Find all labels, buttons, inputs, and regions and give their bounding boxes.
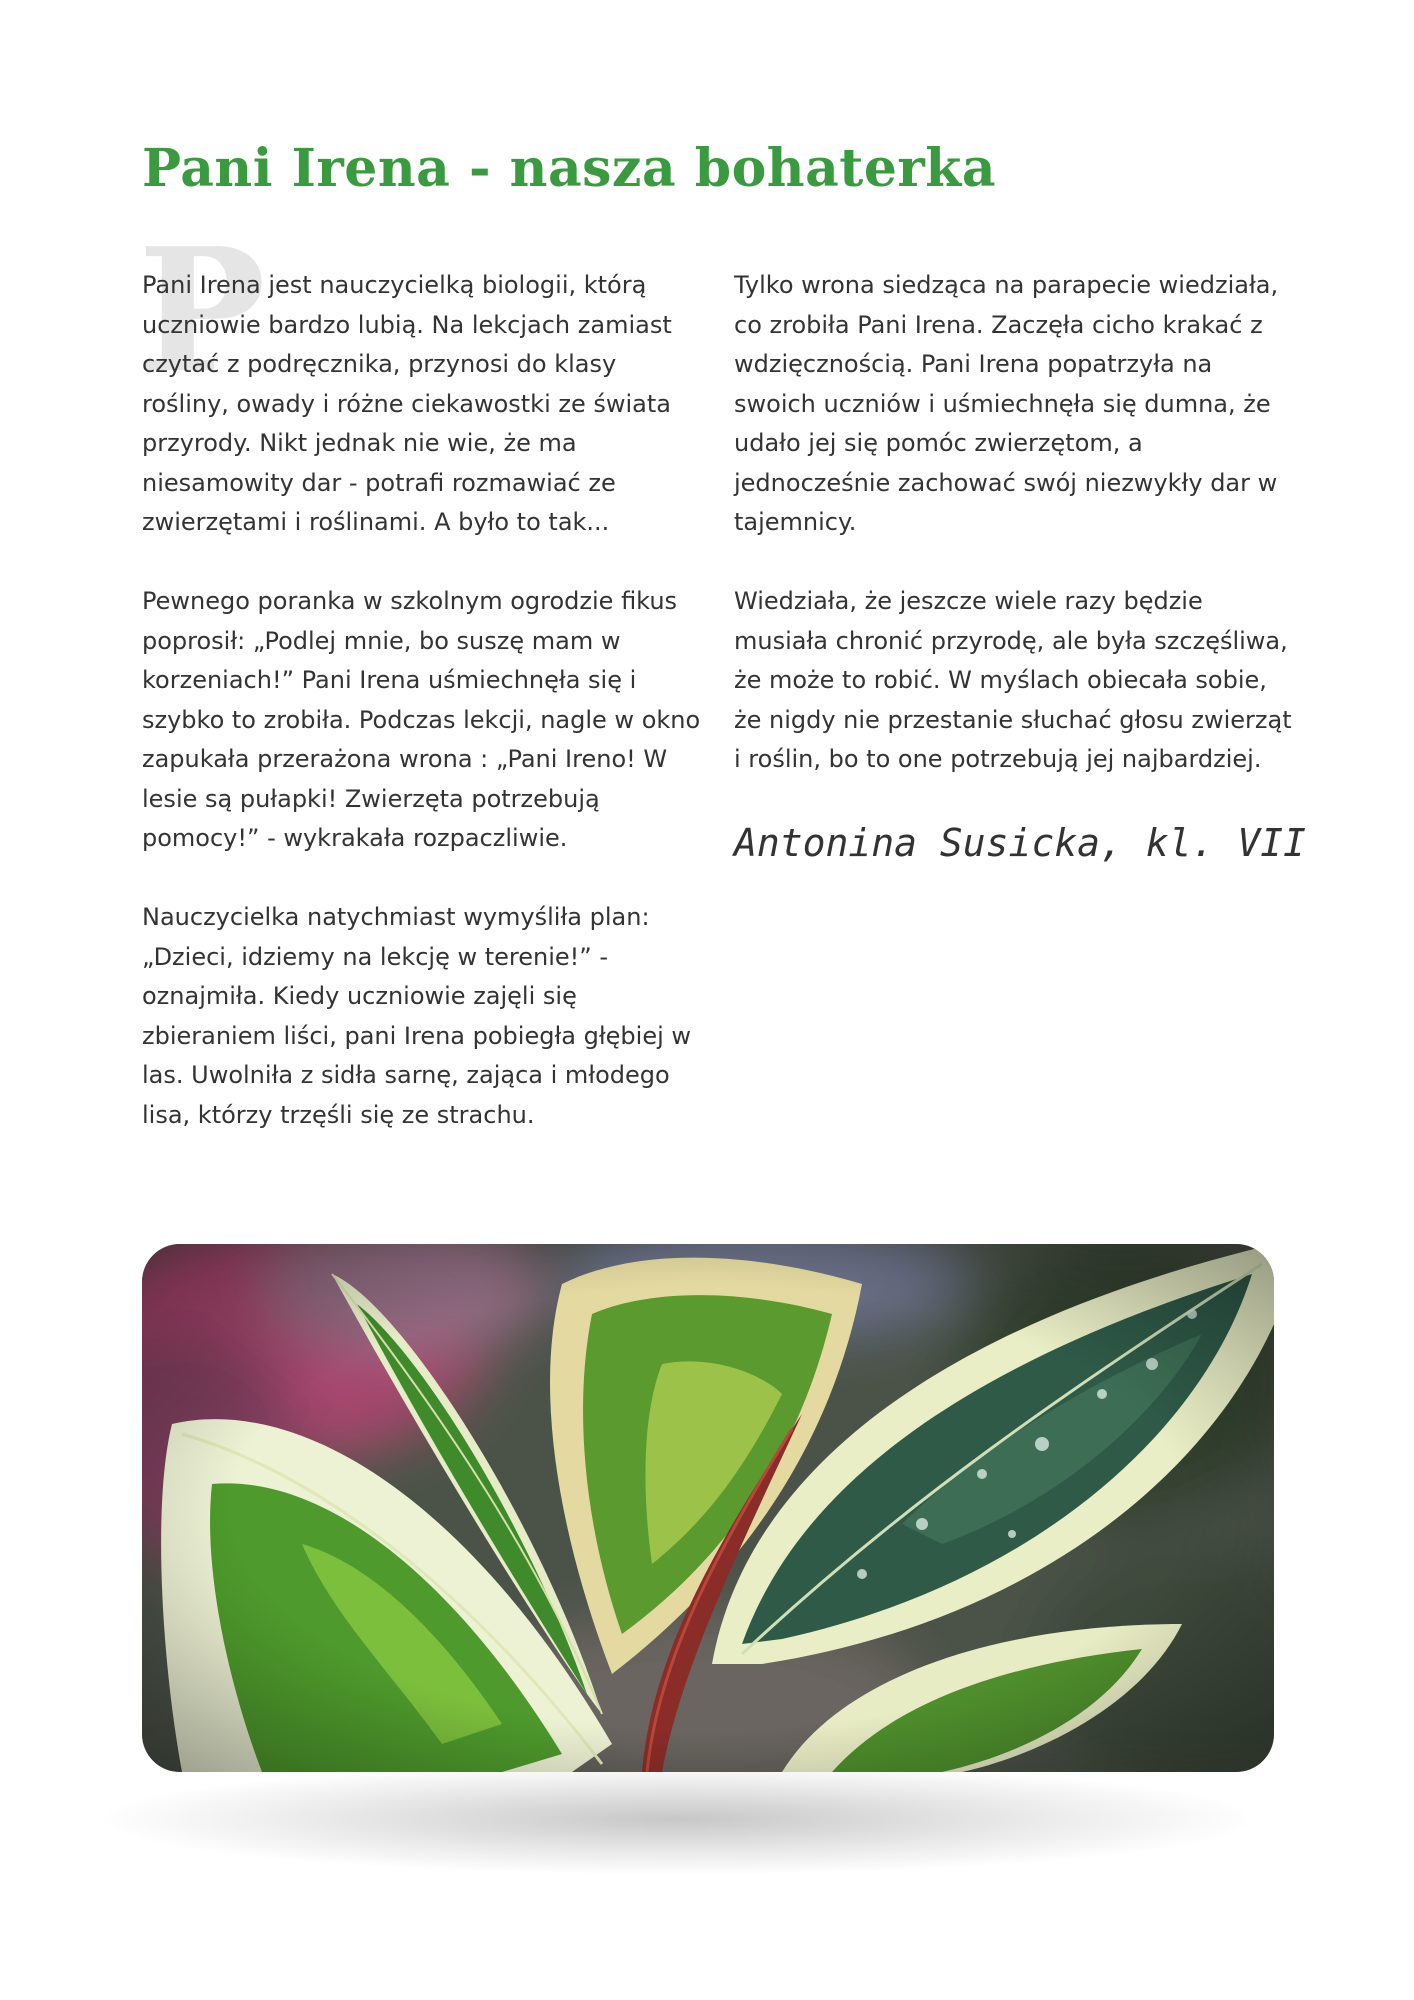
paragraph: Pani Irena jest nauczycielką biologii, którą uczniowie bardzo lubią. Na lekcjach zamiast czytać z podręcznika, przynosi do klasy rośliny, owady i różne ciekawostki ze świata przyrody. Nikt jednak nie wie, że ma niesamowity dar - potrafi rozmawiać ze zwierzętami i roślinami. A było to tak...	[142, 271, 672, 536]
dropcap-letter: P	[138, 211, 266, 411]
paragraph: Tylko wrona siedząca na parapecie wiedziała, co zrobiła Pani Irena. Zaczęła cicho krakać z wdzięcznością. Pani Irena popatrzyła na swoich uczniów i uśmiechnęła się dumna, że udało jej się pomóc zwierzętom, a jednocześnie zachować swój niezwykły dar w tajemnicy.	[734, 271, 1279, 536]
right-column	[734, 266, 1306, 867]
ficus-photo	[142, 1244, 1274, 1772]
paragraph: Nauczycielka natychmiast wymyśliła plan: „Dzieci, idziemy na lekcję w terenie!” - oznajmiła. Kiedy uczniowie zajęli się zbieraniem liści, pani Irena pobiegła głębiej w las. Uwolniła z sidła sarnę, zająca i młodego lisa, którzy trzęśli się ze strachu.	[142, 903, 692, 1129]
paragraph: Pewnego poranka w szkolnym ogrodzie fikus poprosił: „Podlej mnie, bo suszę mam w korzeniach!” Pani Irena uśmiechnęła się i szybko to zrobiła. Podczas lekcji, nagle w okno zapukała przerażona wrona : „Pani Ireno! W lesie są pułapki! Zwierzęta potrzebują pomocy!” - wykrakała rozpaczliwie.	[142, 587, 701, 852]
left-column	[142, 266, 702, 1175]
image-shadow	[104, 1764, 1250, 1874]
page-title: Pani Irena - nasza bohaterka	[142, 138, 997, 199]
paragraph: Wiedziała, że jeszcze wiele razy będzie musiała chronić przyrodę, ale była szczęśliwa, że może to robić. W myślach obiecała sobie, że nigdy nie przestanie słuchać głosu zwierząt i roślin, bo to one potrzebują jej najbardziej.	[734, 587, 1292, 773]
author-signature: Antonina Susicka, kl. VII	[734, 821, 1306, 865]
